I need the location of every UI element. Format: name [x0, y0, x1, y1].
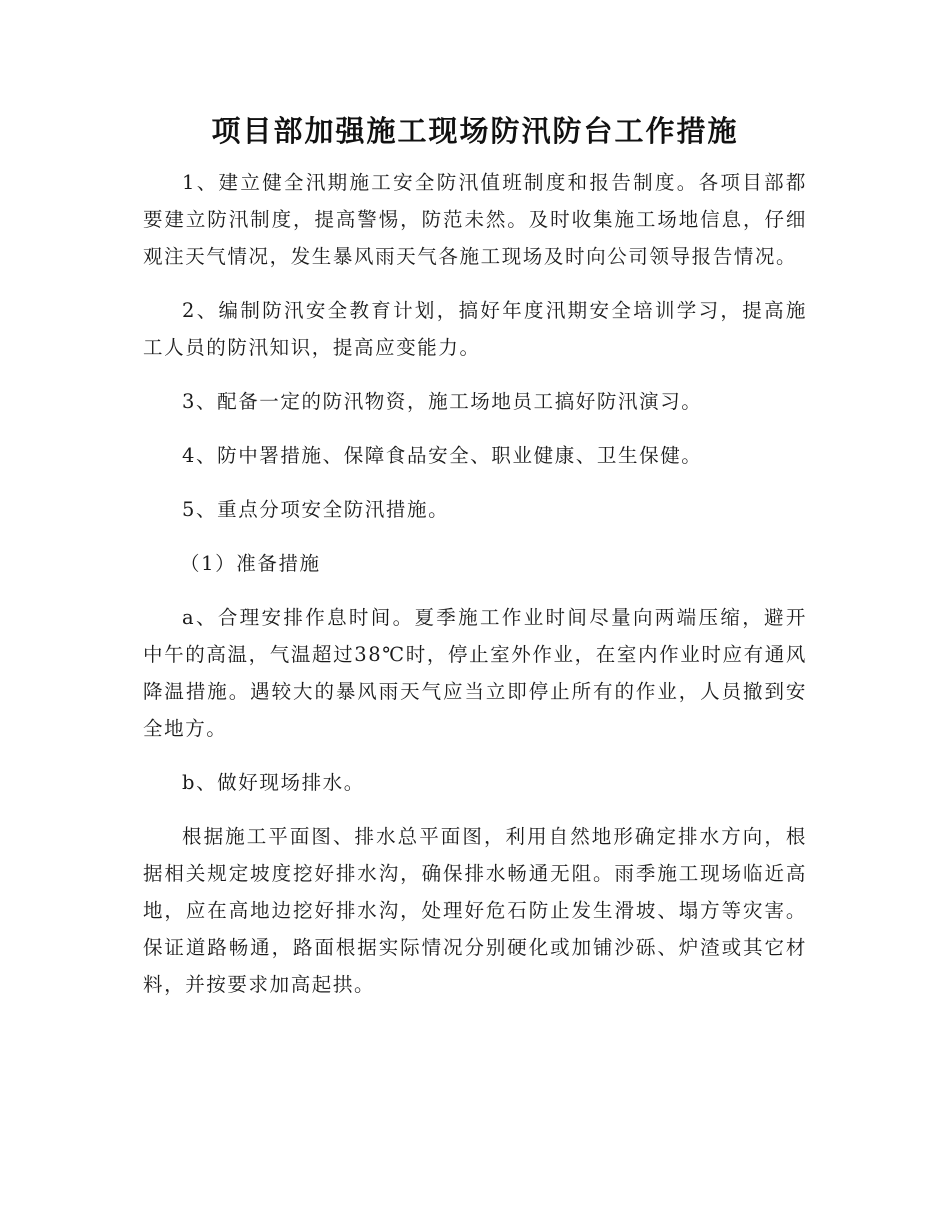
- paragraph-b: b、做好现场排水。: [182, 771, 365, 794]
- paragraph-2: 2、编制防汛安全教育计划，搞好年度汛期安全培训学习，提高施工人员的防汛知识，提高应变能力。: [143, 299, 807, 359]
- paragraph-drainage: 根据施工平面图、排水总平面图，利用自然地形确定排水方向，根据相关规定坡度挖好排水沟，确保排水畅通无阻。雨季施工现场临近高地，应在高地边挖好排水沟，处理好危石防止发生滑坡、塌方等灾害。保证道路畅通，路面根据实际情况分别硬化或加铺沙砾、炉渣或其它材料，并按要求加高起拱。: [143, 825, 807, 996]
- paragraph-a: a、合理安排作息时间。夏季施工作业时间尽量向两端压缩，避开中午的高温，气温超过38℃时，停止室外作业，在室内作业时应有通风降温措施。遇较大的暴风雨天气应当立即停止所有的作业，人员撤到安全地方。: [143, 606, 807, 740]
- paragraph-5: 5、重点分项安全防汛措施。: [182, 498, 450, 521]
- document-title: 项目部加强施工现场防汛防台工作措施: [211, 114, 739, 148]
- paragraph-4: 4、防中署措施、保障食品安全、职业健康、卫生保健。: [182, 444, 703, 467]
- paragraph-3: 3、配备一定的防汛物资，施工场地员工搞好防汛演习。: [182, 390, 703, 413]
- paragraph-1: 1、建立健全汛期施工安全防汛值班制度和报告制度。各项目部都要建立防汛制度，提高警惕，防范未然。及时收集施工场地信息，仔细观注天气情况，发生暴风雨天气各施工现场及时向公司领导报告情况。: [143, 171, 807, 268]
- paragraph-prep-heading: （1）准备措施: [180, 552, 321, 575]
- document-body: [143, 164, 807, 1020]
